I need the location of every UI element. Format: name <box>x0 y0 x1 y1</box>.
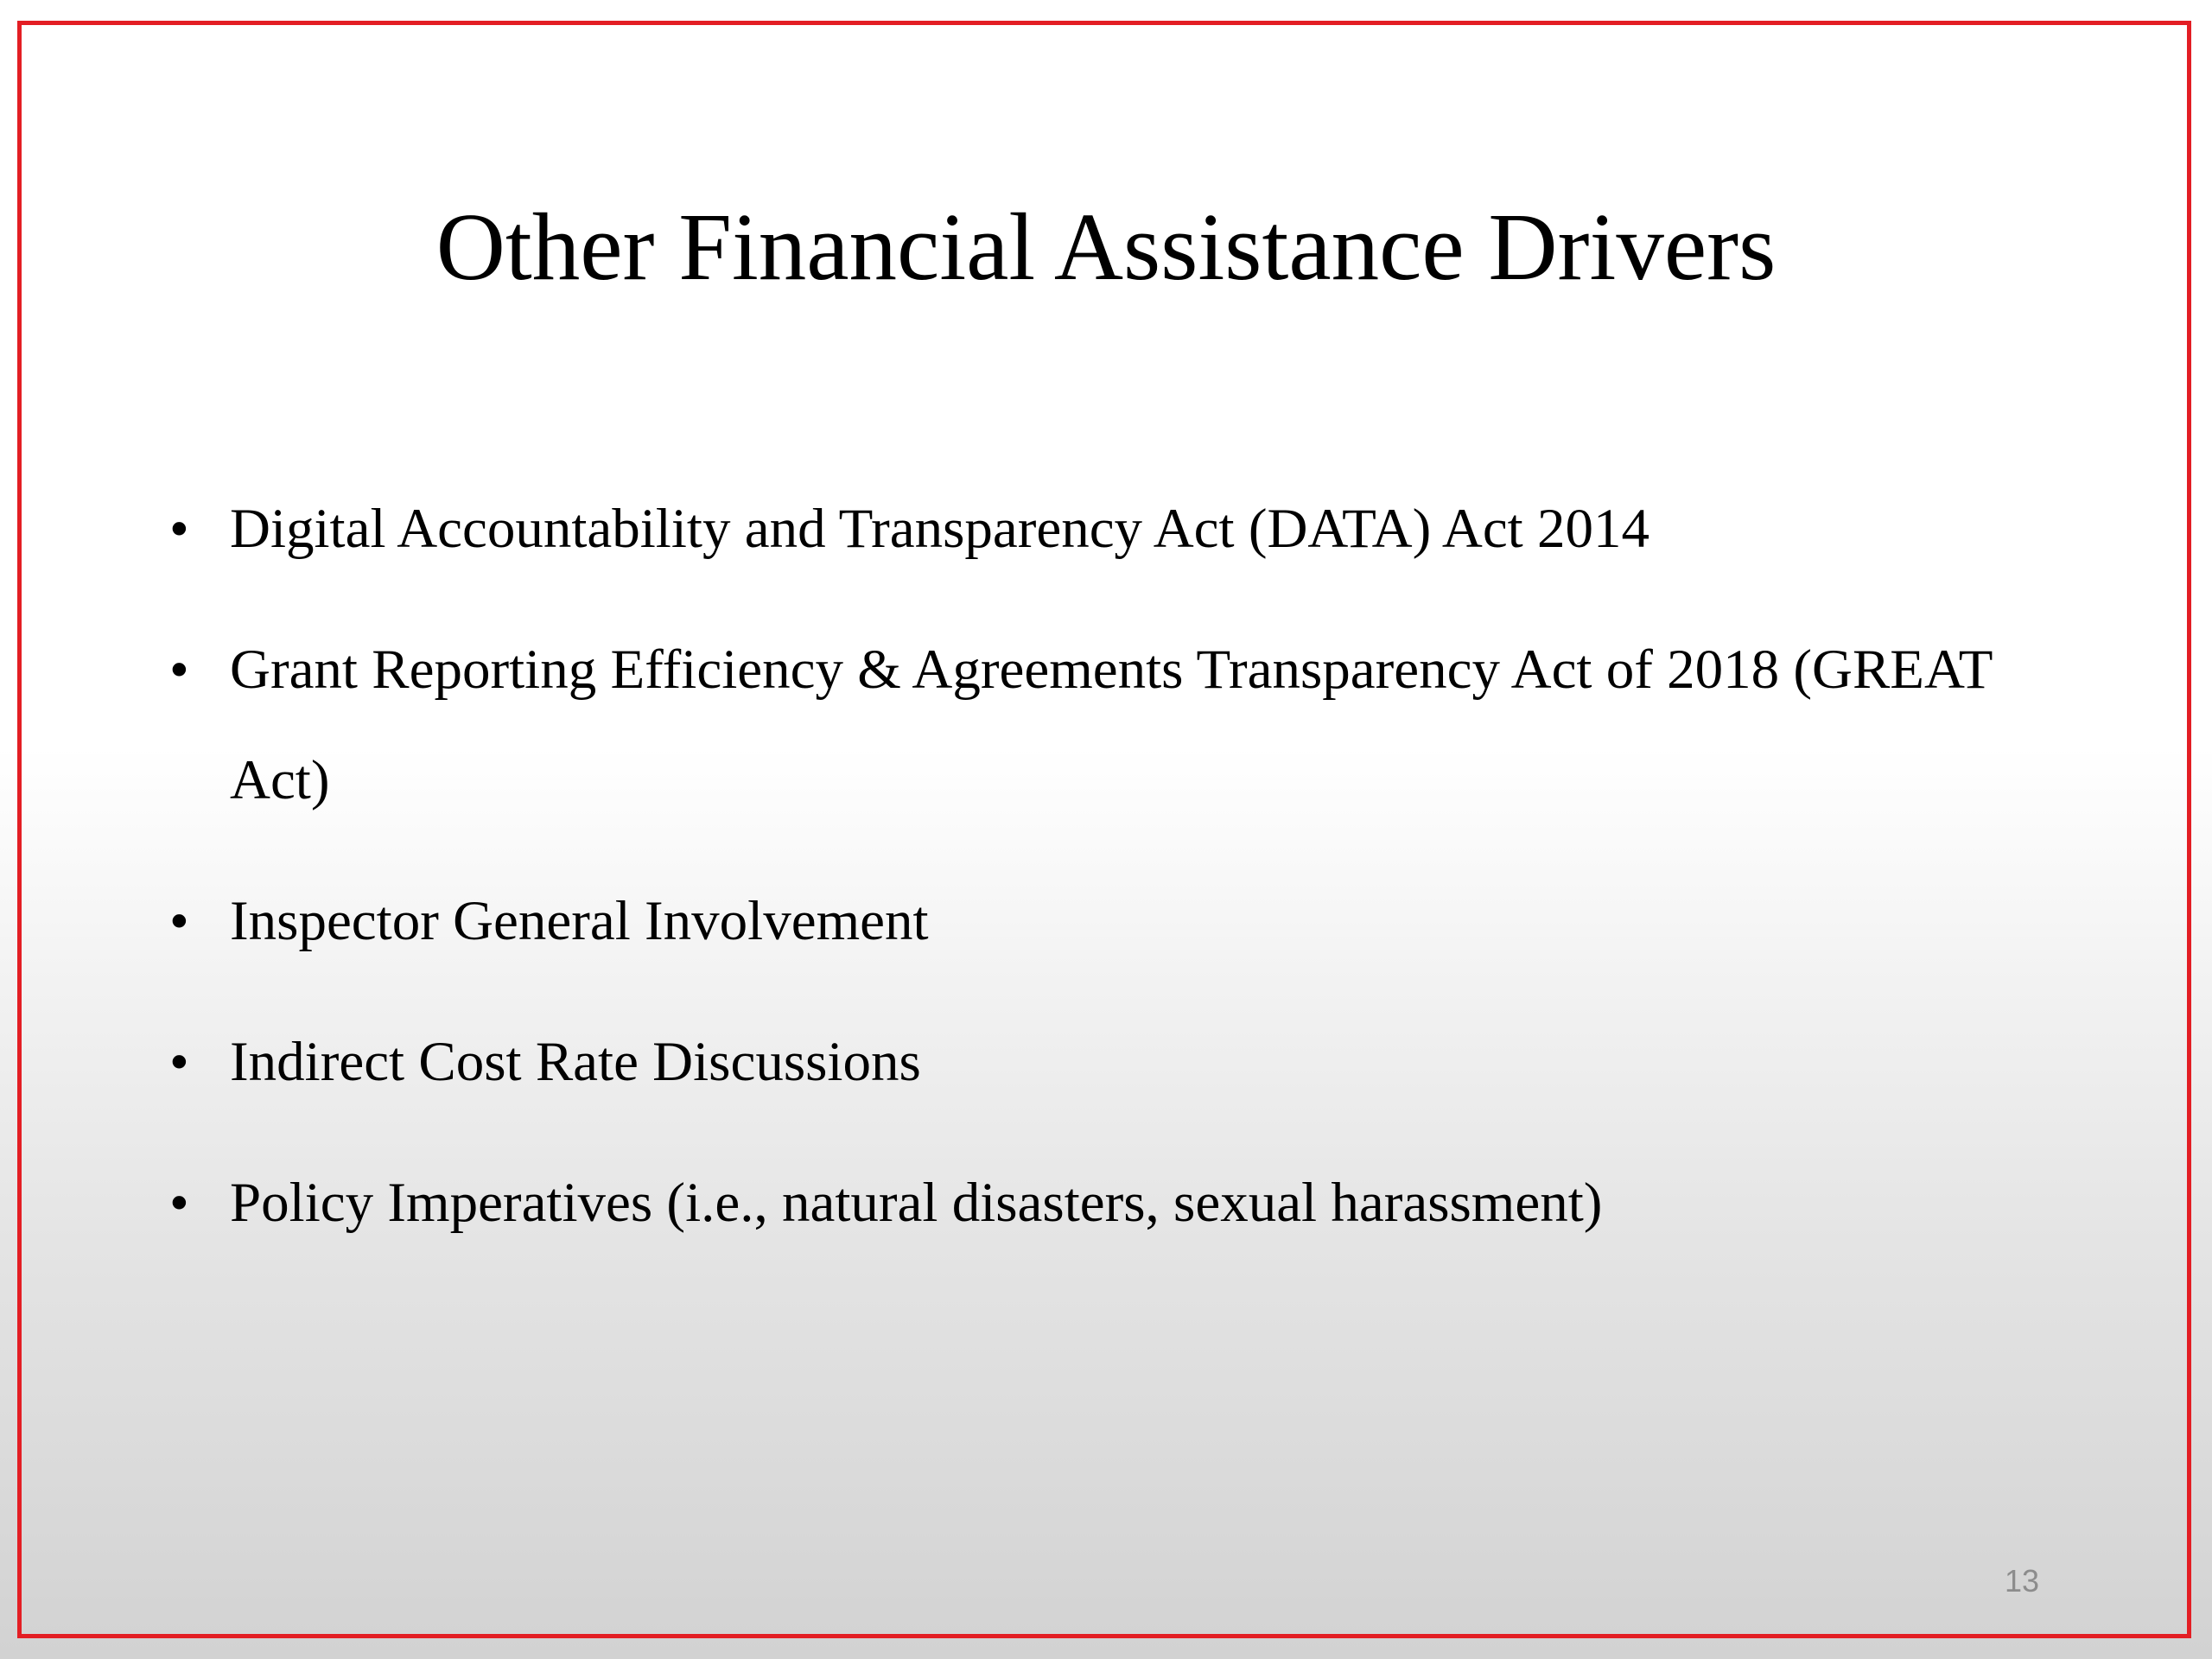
bullet-icon: • <box>169 890 189 952</box>
bullet-item-policy-imperatives <box>169 1147 2070 1258</box>
bullet-icon: • <box>169 1031 189 1093</box>
bullet-item-data-act <box>169 474 2070 584</box>
slide-title: Other Financial Assistance Drivers <box>435 194 1777 301</box>
bullet-text: Indirect Cost Rate Discussions <box>230 1031 921 1093</box>
bullet-icon: • <box>169 498 189 560</box>
bullet-text: Digital Accountability and Transparency Act (DATA) Act 2014 <box>230 498 1649 560</box>
bullet-item-great-act <box>169 614 2070 836</box>
bullet-text: Grant Reporting Efficiency & Agreements Transparency Act of 2018 (GREAT Act) <box>230 639 1993 811</box>
bullet-icon: • <box>169 639 189 701</box>
bullet-item-inspector-general <box>169 866 2070 976</box>
page-number: 13 <box>2004 1563 2040 1599</box>
bullet-text: Inspector General Involvement <box>230 890 929 952</box>
bullet-icon: • <box>169 1172 189 1234</box>
bullet-list <box>169 474 2070 1288</box>
bullet-item-indirect-cost <box>169 1007 2070 1117</box>
bullet-text: Policy Imperatives (i.e., natural disasters, sexual harassment) <box>230 1172 1603 1234</box>
